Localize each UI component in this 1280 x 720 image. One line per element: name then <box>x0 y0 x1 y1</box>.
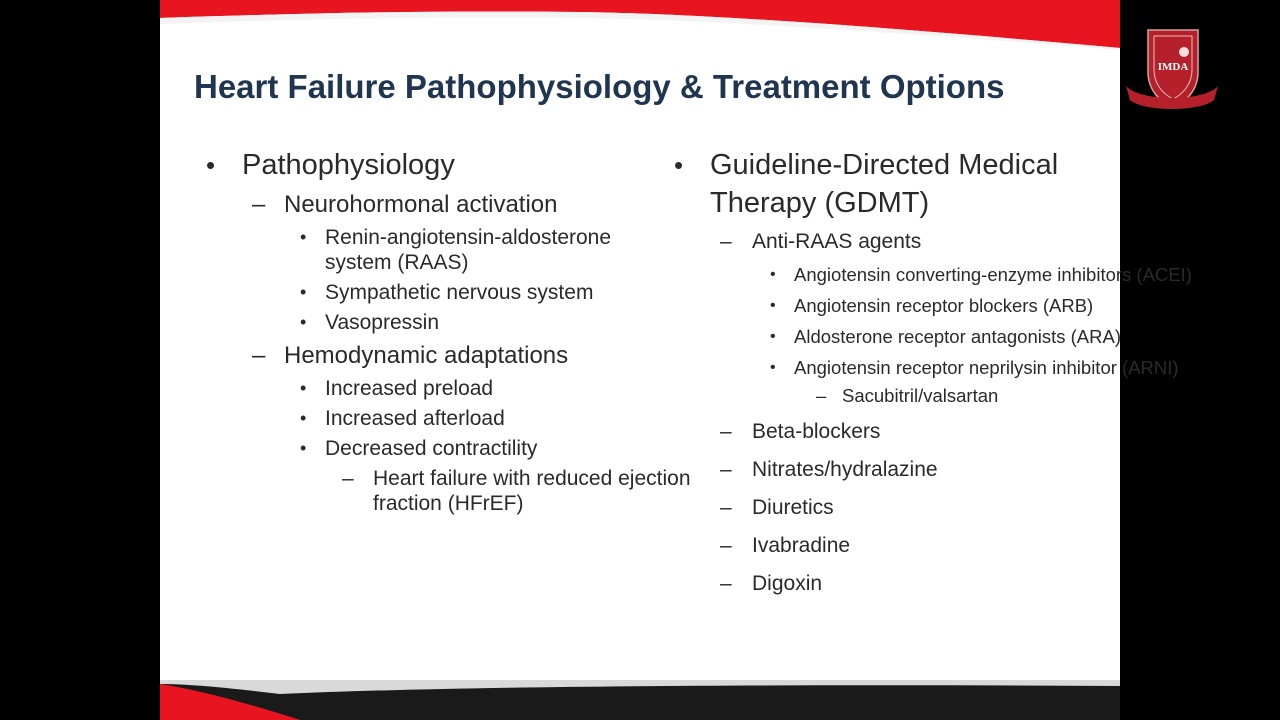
logo-text: IMDA <box>1157 61 1189 73</box>
item-acei: • Angiotensin converting-enzyme inhibitors (ACEI) <box>770 264 1192 285</box>
bullet-icon: • <box>300 227 307 247</box>
item-nitrates: – Nitrates/hydralazine <box>672 456 1112 484</box>
item-sacubitril: – Sacubitril/valsartan <box>816 385 999 406</box>
item-vasopressin: • Vasopressin <box>300 311 440 334</box>
item-sympathetic: • Sympathetic nervous system <box>300 281 594 304</box>
item-ivabradine: – Ivabradine <box>672 532 1112 560</box>
dash-icon: – <box>720 420 732 443</box>
gdmt-column <box>672 146 1192 598</box>
shield-logo-icon <box>1120 24 1224 124</box>
bullet-icon: • <box>770 266 776 283</box>
item-contractility: • Decreased contractility <box>300 437 538 460</box>
bullet-icon: • <box>300 282 307 302</box>
heading-text: Pathophysiology <box>242 149 455 181</box>
bullet-icon: • <box>770 359 776 376</box>
bottom-red-band <box>160 680 1120 720</box>
bullet-icon: • <box>300 378 307 398</box>
heading-text: Guideline-Directed Medical Therapy (GDMT) <box>710 149 1059 219</box>
dash-icon: – <box>720 458 732 481</box>
slide-title: Heart Failure Pathophysiology & Treatment Options <box>194 68 1005 105</box>
dash-icon: – <box>720 534 732 557</box>
bullet-icon: • <box>206 150 216 180</box>
bullet-pathophysiology <box>204 146 634 184</box>
dash-icon: – <box>252 191 266 218</box>
item-ara: • Aldosterone receptor antagonists (ARA) <box>770 326 1122 347</box>
bullet-icon: • <box>300 312 307 332</box>
dash-icon: – <box>816 385 827 406</box>
bullet-gdmt <box>672 146 1090 222</box>
item-digoxin: – Digoxin <box>672 570 1112 598</box>
item-neurohormonal: – Neurohormonal activation <box>252 191 558 218</box>
dash-icon: – <box>342 467 354 490</box>
top-red-band <box>160 0 1120 50</box>
pathophysiology-column <box>204 146 691 516</box>
item-beta-blockers: – Beta-blockers <box>672 418 1112 446</box>
item-raas: • Renin-angiotensin-aldosterone system (RAAS) <box>300 226 612 274</box>
dash-icon: – <box>720 572 732 595</box>
item-hfref: – Heart failure with reduced ejection fraction (HFrEF) <box>342 467 691 515</box>
item-arb: • Angiotensin receptor blockers (ARB) <box>770 295 1094 316</box>
item-preload: • Increased preload <box>300 377 494 400</box>
item-hemodynamic: – Hemodynamic adaptations <box>252 342 569 369</box>
item-arni: • Angiotensin receptor neprilysin inhibitor (ARNI) <box>770 357 1179 378</box>
dash-icon: – <box>720 496 732 519</box>
bullet-icon: • <box>300 438 307 458</box>
bullet-icon: • <box>770 297 776 314</box>
item-anti-raas: – Anti-RAAS agents <box>672 228 1112 256</box>
bullet-icon: • <box>674 150 684 180</box>
dash-icon: – <box>720 230 732 253</box>
item-diuretics: – Diuretics <box>672 494 1112 522</box>
item-afterload: • Increased afterload <box>300 407 505 430</box>
bullet-icon: • <box>770 328 776 345</box>
bullet-icon: • <box>300 408 307 428</box>
dash-icon: – <box>252 342 266 369</box>
